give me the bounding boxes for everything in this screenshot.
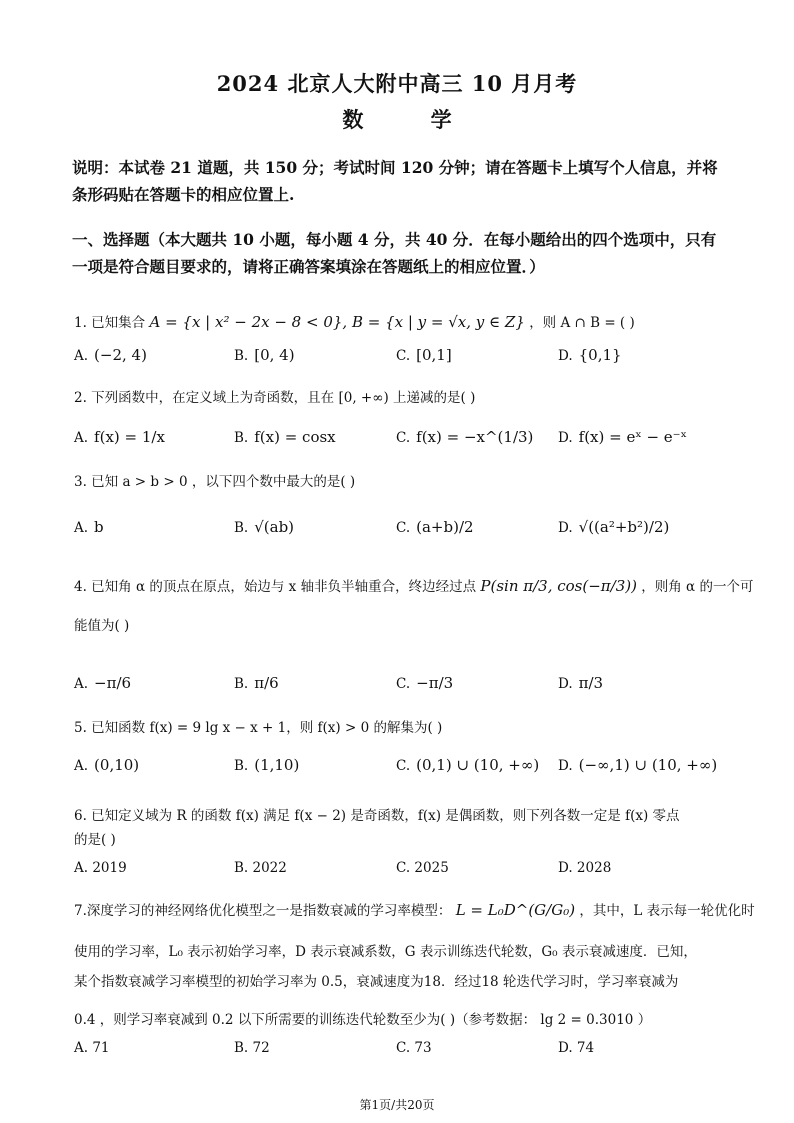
q7-lead: 7.深度学习的神经网络优化模型之一是指数衰减的学习率模型： (74, 903, 452, 919)
subject-title: 数 学 (342, 107, 482, 132)
q1-lead: 1. 已知集合 (74, 315, 146, 331)
page-footer: 第1页/共20页 (359, 1098, 435, 1112)
q3-option-a[interactable]: A. b (74, 518, 104, 536)
q7-option-d[interactable]: D. 74 (558, 1040, 595, 1056)
q5-option-d[interactable]: D. (−∞,1) ∪ (10, +∞) (558, 756, 718, 774)
q2-option-a[interactable]: A. f(x) = 1/x (74, 428, 165, 446)
q7-option-a[interactable]: A. 71 (74, 1040, 110, 1056)
question-4-options (74, 674, 724, 698)
q1-option-b[interactable]: B. [0, 4) (234, 346, 295, 364)
q4-option-a[interactable]: A. −π/6 (74, 674, 132, 692)
q6-option-d[interactable]: D. 2028 (558, 860, 612, 876)
question-1-stem (74, 312, 724, 333)
q3-option-c[interactable]: C. (a+b)/2 (396, 518, 474, 536)
q4-tail: ，则角 α 的一个可 (641, 579, 754, 595)
q7-option-b[interactable]: B. 72 (234, 1040, 270, 1056)
q6-option-a[interactable]: A. 2019 (74, 860, 127, 876)
q1-sets-formula: A = {x | x² − 2x − 8 < 0}, B = {x | y = √x, y ∈ Z} (149, 313, 525, 331)
question-7-line2: 使用的学习率，L₀ 表示初始学习率，D 表示衰减系数，G 表示训练迭代轮数，G₀ 表示衰减速度．已知， (74, 944, 697, 960)
question-7-line3: 某个指数衰减学习率模型的初始学习率为 0.5，衰减速度为18．经过18 轮迭代学习时，学习率衰减为 (74, 974, 679, 990)
q5-option-b[interactable]: B. (1,10) (234, 756, 300, 774)
exam-title: 2024 北京人大附中高三 10 月月考 (216, 71, 578, 96)
question-5-options (74, 756, 724, 780)
question-6-options (74, 860, 724, 884)
question-3-stem: 3. 已知 a > b > 0 ，以下四个数中最大的是( ) (74, 474, 356, 490)
question-6-stem: 6. 已知定义域为 R 的函数 f(x) 满足 f(x − 2) 是奇函数，f(x) 是偶函数，则下列各数一定是 f(x) 零点 (74, 808, 680, 824)
question-7-line4: 0.4 ，则学习率衰减到 0.2 以下所需要的训练迭代轮数至少为( )（参考数据： lg 2 = 0.3010 ） (74, 1012, 652, 1028)
question-7-options (74, 1040, 724, 1064)
q4-option-c[interactable]: C. −π/3 (396, 674, 454, 692)
q2-option-c[interactable]: C. f(x) = −x^(1/3) (396, 428, 534, 446)
question-6-stem-cont: 的是( ) (74, 832, 116, 848)
question-7-stem (74, 900, 755, 921)
q1-option-d[interactable]: D. {0,1} (558, 346, 622, 364)
q6-option-b[interactable]: B. 2022 (234, 860, 287, 876)
q4-lead: 4. 已知角 α 的顶点在原点，始边与 x 轴非负半轴重合，终边经过点 (74, 579, 477, 595)
question-4-stem (74, 576, 754, 597)
question-1-options (74, 346, 724, 370)
question-4-stem-cont: 能值为( ) (74, 618, 130, 634)
question-3-options (74, 518, 724, 542)
q6-option-c[interactable]: C. 2025 (396, 860, 449, 876)
q7-option-c[interactable]: C. 73 (396, 1040, 432, 1056)
q1-tail: ，则 A ∩ B = ( ) (529, 315, 635, 331)
q7-tail: ，其中，L 表示每一轮优化时 (579, 903, 755, 919)
q5-option-a[interactable]: A. (0,10) (74, 756, 140, 774)
question-2-options (74, 428, 724, 452)
q4-point-formula: P(sin π/3, cos(−π/3)) (480, 577, 637, 595)
q1-option-c[interactable]: C. [0,1] (396, 346, 452, 364)
q7-formula: L = L₀D^(G/G₀) (455, 901, 576, 919)
question-5-stem: 5. 已知函数 f(x) = 9 lg x − x + 1，则 f(x) > 0 的解集为( ) (74, 720, 443, 736)
q3-option-b[interactable]: B. √(ab) (234, 518, 295, 536)
q4-option-b[interactable]: B. π/6 (234, 674, 279, 692)
section-heading: 一、选择题（本大题共 10 小题，每小题 4 分，共 40 分．在每小题给出的四个选项中，只有一项是符合题目要求的，请将正确答案填涂在答题纸上的相应位置．） (72, 230, 717, 276)
question-2-stem: 2. 下列函数中，在定义域上为奇函数，且在 [0, +∞) 上递减的是( ) (74, 390, 476, 406)
q3-option-d[interactable]: D. √((a²+b²)/2) (558, 518, 670, 536)
q1-option-a[interactable]: A. (−2, 4) (74, 346, 147, 364)
q2-option-b[interactable]: B. f(x) = cosx (234, 428, 336, 446)
exam-instructions: 说明：本试卷 21 道题，共 150 分；考试时间 120 分钟；请在答题卡上填写个人信息，并将条形码贴在答题卡的相应位置上. (72, 158, 718, 204)
q5-option-c[interactable]: C. (0,1) ∪ (10, +∞) (396, 756, 540, 774)
q2-option-d[interactable]: D. f(x) = eˣ − e⁻ˣ (558, 428, 687, 446)
q4-option-d[interactable]: D. π/3 (558, 674, 604, 692)
